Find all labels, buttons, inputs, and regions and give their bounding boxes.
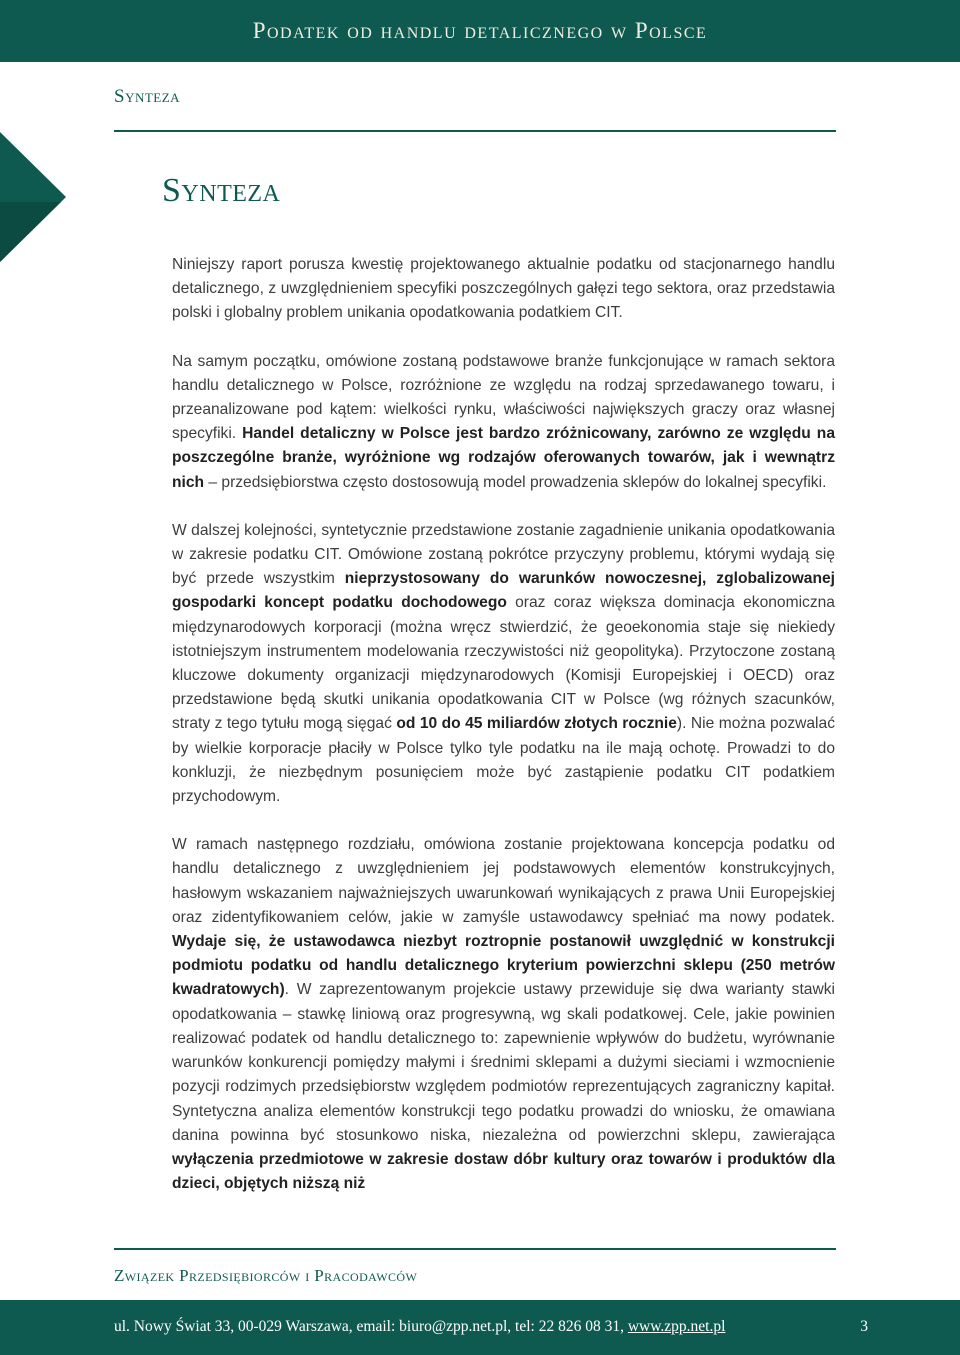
header-bar (0, 0, 960, 62)
paragraph-2 (172, 350, 835, 495)
footer-address: ul. Nowy Świat 33, 00-029 Warszawa, email: biuro@zpp.net.pl, tel: 22 826 08 31, (114, 1318, 628, 1335)
page-number: 3 (860, 1318, 868, 1335)
paragraph-1 (172, 253, 835, 326)
text-run: Na samym początku, omówione zostaną podstawowe branże funkcjonujące w ramach sektora handlu detalicznego w Polsce, rozróżnione ze względu na rodzaj sprzedawanego towaru, i przeanalizowane pod kątem: wielkości rynku, właściwości największych graczy oraz własnej specyfiki. (172, 352, 835, 443)
bold-text: od 10 do 45 miliardów złotych rocznie (396, 715, 677, 733)
top-divider (114, 130, 836, 132)
chevron-arrow-icon (0, 132, 66, 262)
section-label: Synteza (114, 86, 181, 107)
text-run: . W zaprezentowanym projekcie ustawy przewiduje się dwa warianty stawki opodatkowania – stawkę liniową oraz progresywną, wg skali podatkowej. Cele, jakie powinien realizować podatek od handlu detalicznego to: zapewnienie wpływów do budżetu, wyrównanie warunków konkurencji pomiędzy małymi i średnimi sklepami a dużymi sieciami i wzmocnienie pozycji rodzimych przedsiębiorstw względem podmiotów reprezentujących zagraniczny kapitał. Syntetyczna analiza elementów konstrukcji tego podatku prowadzi do wniosku, że omawiana danina powinna być stosunkowo niska, niezależna od powierzchni sklepu, zawierająca (172, 981, 835, 1144)
header-title: Podatek od handlu detalicznego w Polsce (252, 18, 708, 43)
text-run: ). Nie można pozwalać by wielkie korporacje płaciły w Polsce tylko tyle podatku na ile mają ochotę. Prowadzi to do konkluzji, że niezbędnym posunięciem może być zastąpienie podatku CIT podatkiem przychodowym. (172, 715, 835, 806)
bold-text: nieprzystosowany do warunków nowoczesnej, zglobalizowanej gospodarki koncept podatku dochodowego (172, 570, 835, 612)
paragraph-3 (172, 519, 835, 809)
paragraph-4 (172, 833, 835, 1196)
text-run: W ramach następnego rozdziału, omówiona zostanie projektowana koncepcja podatku od handlu detalicznego z uwzględnieniem jej podstawowych elementów konstrukcyjnych, hasłowym wskazaniem najważniejszych uwarunkowań wynikających z prawa Unii Europejskiej oraz zidentyfikowaniem celów, jakie w zamyśle ustawodawcy spełniać ma nowy podatek. (172, 836, 835, 926)
body-text (172, 253, 835, 1196)
bold-text: wyłączenia przedmiotowe w zakresie dostaw dóbr kultury oraz towarów i produktów dla dzieci, objętych niższą niż (172, 1150, 835, 1193)
text-run: oraz coraz większa dominacja ekonomiczna międzynarodowych korporacji (można wręcz stwierdzić, że geoekonomia staje się niekiedy istotniejszym instrumentem modelowania rzeczywistości niż geopolityka). Przytoczone zostaną kluczowe dokumenty organizacji międzynarodowych (Komisji Europejskiej i OECD) oraz przedstawione będą skutki unikania opodatkowania CIT w Polsce (wg różnych szacunków, straty z tego tytułu mogą sięgać (172, 594, 835, 733)
bottom-divider (114, 1248, 836, 1250)
bold-text: Wydaje się, że ustawodawca niezbyt roztropnie postanowił uwzględnić w konstrukcji podmiotu podatku od handlu detalicznego kryterium powierzchni sklepu (250 metrów kwadratowych) (172, 933, 835, 999)
footer-contact (114, 1318, 725, 1336)
footer-bar (0, 1300, 960, 1355)
website-link[interactable]: www.zpp.net.pl (627, 1318, 726, 1335)
text-run: Niniejszy raport porusza kwestię projektowanego aktualnie podatku od stacjonarnego handlu detalicznego, z uwzględnieniem specyfiki poszczególnych gałęzi tego sektora, oraz przedstawia polski i globalny problem unikania opodatkowania podatkiem CIT. (172, 256, 835, 322)
text-run: – przedsiębiorstwa często dostosowują model prowadzenia sklepów do lokalnej specyfiki. (204, 473, 827, 491)
footer-organization: Związek Przedsiębiorców i Pracodawców (114, 1266, 418, 1285)
page-title: Synteza (162, 172, 281, 209)
text-run: W dalszej kolejności, syntetycznie przedstawione zostanie zagadnienie unikania opodatkowania w zakresie podatku CIT. Omówione zostaną pokrótce przyczyny problemu, którymi wydają się być przede wszystkim (172, 521, 835, 588)
bold-text: Handel detaliczny w Polsce jest bardzo zróżnicowany, zarówno ze względu na poszczególne branże, wyróżnione wg rodzajów oferowanych towarów, jak i wewnątrz nich (172, 425, 835, 491)
